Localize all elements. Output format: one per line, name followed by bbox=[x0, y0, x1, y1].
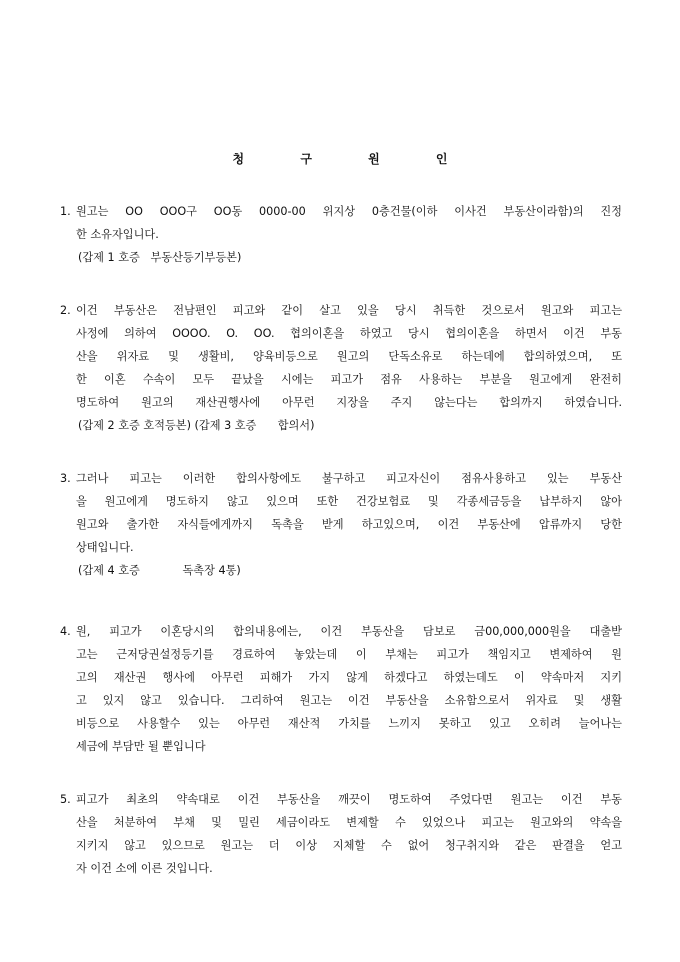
claim-item-4 bbox=[60, 620, 622, 758]
item-line: 지키지 않고 있으므로 원고는 더 이상 지체할 수 없어 청구취지와 같은 판결을 얻고 bbox=[76, 839, 622, 852]
evidence-note: (갑제 1 호증 부동산등기부등본) bbox=[78, 251, 242, 264]
item-line: 세금에 부담만 될 뿐입니다 bbox=[76, 740, 206, 753]
item-line bbox=[60, 788, 622, 811]
item-number: 1. bbox=[60, 205, 71, 218]
item-line: 상태입니다. bbox=[76, 541, 134, 554]
item-text: 이건 부동산은 전남편인 피고와 같이 살고 있을 당시 취득한 것으로서 원고와 피고는 bbox=[76, 304, 622, 317]
item-text: 원고는 OO OOO구 OO동 0000-00 위지상 0층건물(이하 이사건 부동산이라함)의 진정 bbox=[76, 205, 622, 218]
item-line: 고의 재산권 행사에 아무런 피해가 가지 않게 하겠다고 하였는데도 이 약속마저 지키 bbox=[76, 671, 622, 684]
item-number: 2. bbox=[60, 304, 71, 317]
item-text: 피고가 최초의 약속대로 이건 부동산을 깨끗이 명도하여 주었다면 원고는 이건 부동 bbox=[76, 793, 622, 806]
item-line: 고 있지 않고 있습니다. 그리하여 원고는 이건 부동산을 소유함으로서 위자료 및 생활 bbox=[76, 694, 622, 707]
item-line: 을 원고에게 명도하지 않고 있으며 또한 건강보험료 및 각종세금등을 납부하지 않아 bbox=[76, 495, 622, 508]
item-line: 산을 위자료 및 생활비, 양육비등으로 원고의 단독소유로 하는데에 합의하였으며, 또 bbox=[76, 350, 622, 363]
item-line: 사정에 의하여 OOOO. O. OO. 협의이혼을 하였고 당시 협의이혼을 하면서 이건 부동 bbox=[76, 327, 622, 340]
item-line: 비등으로 사용할수 있는 아무런 재산적 가치를 느끼지 못하고 있고 오히려 늘어나는 bbox=[76, 717, 622, 730]
item-line bbox=[60, 620, 622, 643]
item-line: 자 이건 소에 이른 것입니다. bbox=[76, 862, 213, 875]
item-line: 명도하여 원고의 재산권행사에 아무런 지장을 주지 않는다는 합의까지 하였습니다. bbox=[76, 396, 622, 409]
item-number: 4. bbox=[60, 625, 71, 638]
item-line: 한 소유자입니다. bbox=[76, 228, 159, 241]
item-line: 산을 처분하여 부채 및 밀린 세금이라도 변제할 수 있었으나 피고는 원고와의 약속을 bbox=[76, 816, 622, 829]
item-text: 원, 피고가 이혼당시의 합의내용에는, 이건 부동산을 담보로 금00,000,000원을 대출받 bbox=[76, 625, 622, 638]
document-title: 청 구 원 인 bbox=[232, 152, 474, 166]
item-line bbox=[60, 200, 622, 223]
item-text: 그러나 피고는 이러한 합의사항에도 불구하고 피고자신이 점유사용하고 있는 부동산 bbox=[76, 472, 622, 485]
item-number: 3. bbox=[60, 472, 71, 485]
item-line: 원고와 출가한 자식들에게까지 독촉을 받게 하고있으며, 이건 부동산에 압류까지 당한 bbox=[76, 518, 622, 531]
claim-item-1 bbox=[60, 200, 622, 269]
item-number: 5. bbox=[60, 793, 71, 806]
item-line: 한 이혼 수속이 모두 끝났을 시에는 피고가 점유 사용하는 부분을 원고에게 완전히 bbox=[76, 373, 622, 386]
evidence-note: (갑제 4 호증 독촉장 4통) bbox=[78, 564, 241, 577]
claim-item-2 bbox=[60, 299, 622, 437]
claim-item-5 bbox=[60, 788, 622, 880]
claim-item-3 bbox=[60, 467, 622, 582]
item-line bbox=[60, 467, 622, 490]
item-line: 고는 근저당권설정등기를 경료하여 놓았는데 이 부채는 피고가 책임지고 변제하여 원 bbox=[76, 648, 622, 661]
evidence-note: (갑제 2 호증 호적등본) (갑제 3 호증 합의서) bbox=[78, 419, 315, 432]
item-line bbox=[60, 299, 622, 322]
